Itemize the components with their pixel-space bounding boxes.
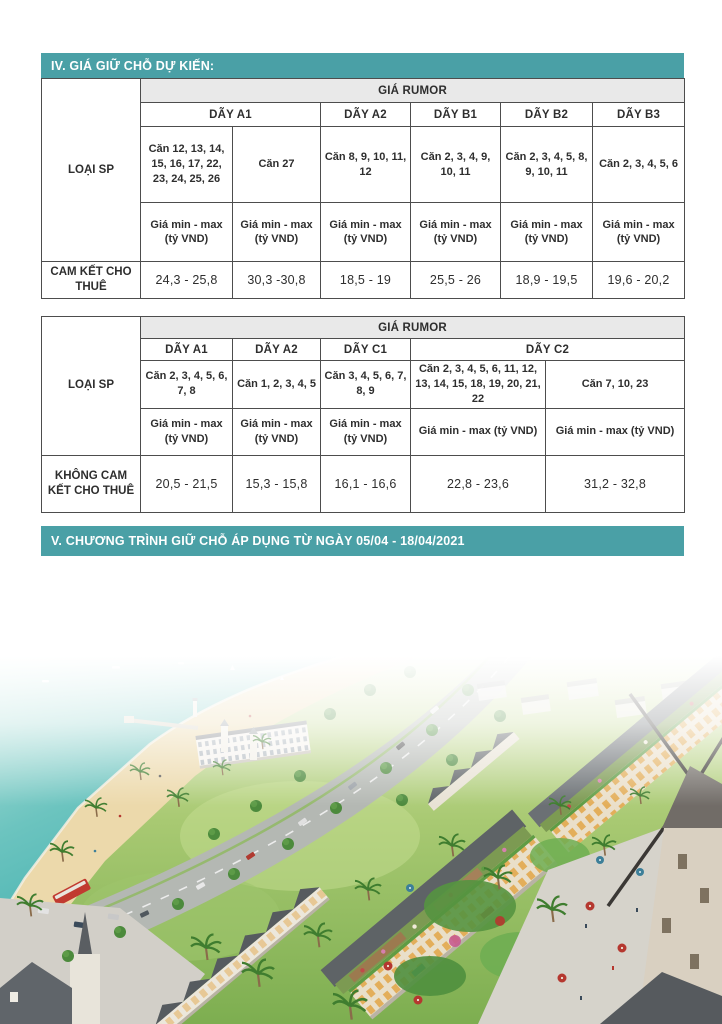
- unit-cell: Căn 2, 3, 4, 5, 6, 7, 8: [141, 361, 233, 409]
- day-header: DÃY C2: [411, 339, 685, 361]
- unit-cell: Căn 8, 9, 10, 11, 12: [321, 127, 411, 203]
- day-header: DÃY A1: [141, 103, 321, 127]
- section-iv-header: [41, 53, 684, 78]
- price-value: 30,3 -30,8: [233, 262, 321, 299]
- section-v-header: [41, 526, 684, 556]
- price-value: 18,9 - 19,5: [501, 262, 593, 299]
- price-value: 15,3 - 15,8: [233, 455, 321, 512]
- price-range-label: Giá min - max (tỷ VND): [321, 203, 411, 262]
- unit-cell: Căn 2, 3, 4, 5, 6: [593, 127, 685, 203]
- row-label-cam-ket: CAM KẾT CHO THUÊ: [42, 262, 141, 299]
- day-header: DÃY A2: [233, 339, 321, 361]
- section-iv-title: IV. GIÁ GIỮ CHỖ DỰ KIẾN:: [51, 58, 215, 73]
- price-value: 31,2 - 32,8: [546, 455, 685, 512]
- price-range-label: Giá min - max (tỷ VND): [141, 203, 233, 262]
- day-header: DÃY B3: [593, 103, 685, 127]
- price-value: 19,6 - 20,2: [593, 262, 685, 299]
- section-v-title: V. CHƯƠNG TRÌNH GIỮ CHỖ ÁP DỤNG TỪ NGÀY 05/04 - 18/04/2021: [51, 534, 465, 548]
- unit-cell: Căn 3, 4, 5, 6, 7, 8, 9: [321, 361, 411, 409]
- loai-sp-cell: LOẠI SP: [42, 317, 141, 456]
- unit-cell: Căn 1, 2, 3, 4, 5: [233, 361, 321, 409]
- price-range-label: Giá min - max (tỷ VND): [233, 408, 321, 455]
- haze-overlay: [0, 656, 722, 806]
- project-aerial-render-image: [0, 656, 722, 1024]
- price-range-label: Giá min - max (tỷ VND): [501, 203, 593, 262]
- price-range-label: Giá min - max (tỷ VND): [141, 408, 233, 455]
- price-range-label: Giá min - max (tỷ VND): [233, 203, 321, 262]
- day-header: DÃY A1: [141, 339, 233, 361]
- loai-sp-cell: LOẠI SP: [42, 79, 141, 262]
- aerial-render-svg: [0, 656, 722, 1024]
- unit-cell: Căn 7, 10, 23: [546, 361, 685, 409]
- price-range-label: Giá min - max (tỷ VND): [321, 408, 411, 455]
- price-value: 20,5 - 21,5: [141, 455, 233, 512]
- price-range-label: Giá min - max (tỷ VND): [546, 408, 685, 455]
- gia-rumor-header: GIÁ RUMOR: [141, 317, 685, 339]
- price-value: 24,3 - 25,8: [141, 262, 233, 299]
- price-value: 16,1 - 16,6: [321, 455, 411, 512]
- price-range-label: Giá min - max (tỷ VND): [593, 203, 685, 262]
- day-header: DÃY C1: [321, 339, 411, 361]
- unit-cell: Căn 2, 3, 4, 5, 6, 11, 12, 13, 14, 15, 18, 19, 20, 21, 22: [411, 361, 546, 409]
- price-value: 18,5 - 19: [321, 262, 411, 299]
- row-label-khong-cam-ket: KHÔNG CAM KẾT CHO THUÊ: [42, 455, 141, 512]
- unit-cell: Căn 12, 13, 14, 15, 16, 17, 22, 23, 24, 25, 26: [141, 127, 233, 203]
- price-value: 22,8 - 23,6: [411, 455, 546, 512]
- price-value: 25,5 - 26: [411, 262, 501, 299]
- day-header: DÃY B1: [411, 103, 501, 127]
- day-header: DÃY A2: [321, 103, 411, 127]
- unit-cell: Căn 27: [233, 127, 321, 203]
- unit-cell: Căn 2, 3, 4, 9, 10, 11: [411, 127, 501, 203]
- day-header: DÃY B2: [501, 103, 593, 127]
- price-range-label: Giá min - max (tỷ VND): [411, 408, 546, 455]
- price-range-label: Giá min - max (tỷ VND): [411, 203, 501, 262]
- unit-cell: Căn 2, 3, 4, 5, 8, 9, 10, 11: [501, 127, 593, 203]
- gia-rumor-header: GIÁ RUMOR: [141, 79, 685, 103]
- committed-lease-price-table: [41, 78, 685, 299]
- non-committed-lease-price-table: [41, 316, 685, 513]
